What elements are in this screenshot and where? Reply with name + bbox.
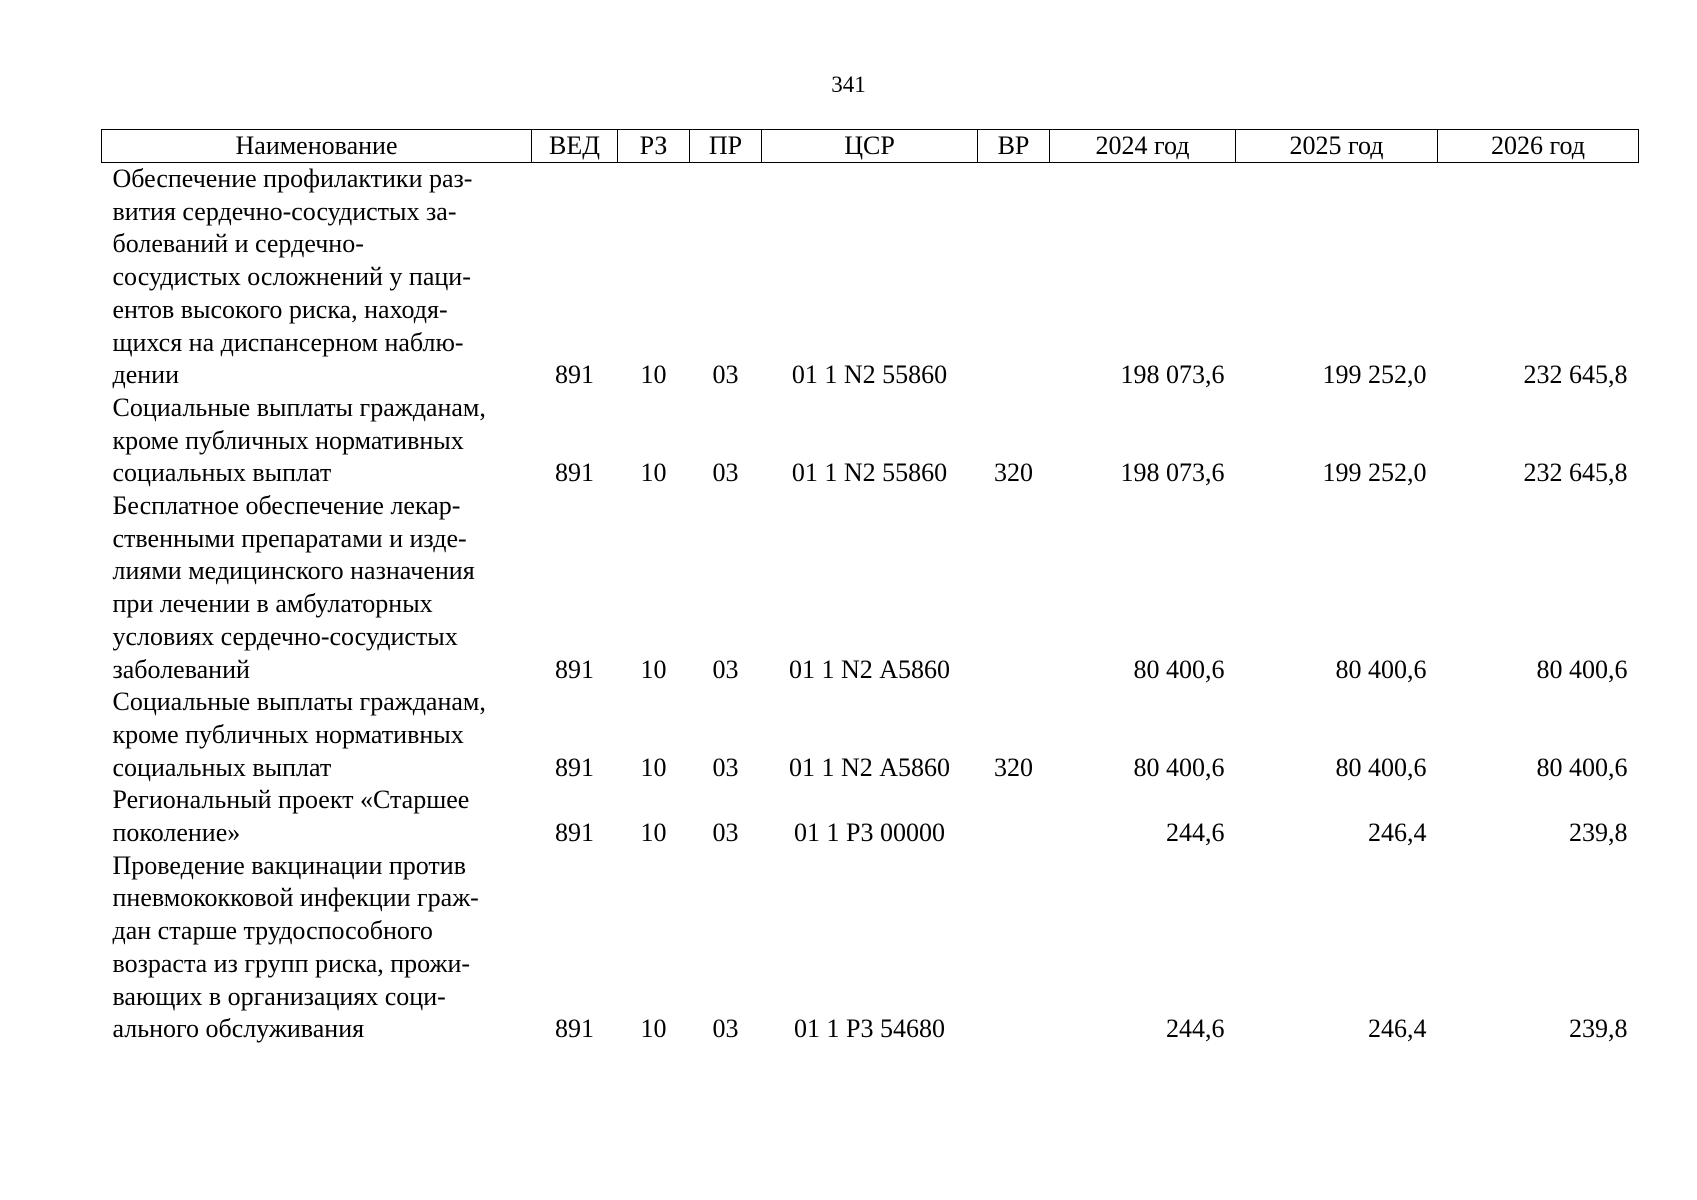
header-vr: ВР [978, 130, 1050, 163]
row-2026: 239,8 [1569, 1014, 1628, 1044]
row-name-line: ального обслуживания [112, 1014, 365, 1044]
row-2026: 232 645,8 [1523, 360, 1628, 390]
table-row [102, 850, 1639, 1046]
row-name-line: социальных выплат [112, 752, 332, 782]
header-pr: ПР [690, 130, 762, 163]
row-pr: 03 [712, 458, 739, 488]
row-csr: 01 1 Р3 00000 [794, 818, 945, 848]
row-vr [978, 850, 1050, 1046]
row-name-line: Социальные выплаты гражданам, [112, 687, 486, 717]
row-2025: 246,4 [1368, 1014, 1427, 1044]
row-name-line: ственными препаратами и изде- [112, 523, 467, 553]
row-name [102, 490, 532, 686]
row-pr: 03 [712, 654, 739, 684]
row-ved: 891 [555, 654, 594, 684]
table-header-row [102, 130, 1639, 163]
row-2024: 198 073,6 [1120, 360, 1225, 390]
row-rz: 10 [640, 818, 667, 848]
row-2025: 246,4 [1368, 818, 1427, 848]
row-2026: 239,8 [1569, 818, 1628, 848]
row-2024: 80 400,6 [1133, 752, 1225, 782]
row-2026: 232 645,8 [1523, 458, 1628, 488]
row-2025: 199 252,0 [1322, 458, 1427, 488]
table-row [102, 784, 1639, 849]
header-2024: 2024 год [1050, 130, 1236, 163]
row-2024: 244,6 [1166, 818, 1225, 848]
row-name-line: лиями медицинского назначения [112, 556, 475, 586]
budget-table [101, 129, 1639, 1046]
header-2025: 2025 год [1236, 130, 1438, 163]
row-2024: 80 400,6 [1133, 654, 1225, 684]
row-name-line: дан старше трудоспособного [112, 916, 433, 946]
row-pr: 03 [712, 360, 739, 390]
row-2024: 244,6 [1166, 1014, 1225, 1044]
row-ved: 891 [555, 818, 594, 848]
row-csr: 01 1 N2 А5860 [788, 654, 951, 684]
row-name-line: Социальные выплаты гражданам, [112, 392, 486, 422]
table-row [102, 686, 1639, 784]
row-name-line: при лечении в амбулаторных [112, 589, 433, 619]
header-name: Наименование [102, 130, 532, 163]
row-name-line: поколение» [112, 818, 241, 848]
row-name [102, 686, 532, 784]
row-name-line: дении [112, 360, 180, 390]
row-name-line: болеваний и сердечно- [112, 229, 364, 259]
row-name-line: возраста из групп риска, прожи- [112, 948, 471, 978]
row-name-line: социальных выплат [112, 458, 332, 488]
row-name-line: щихся на диспансерном наблю- [112, 327, 464, 357]
row-rz: 10 [640, 360, 667, 390]
row-2025: 80 400,6 [1335, 752, 1427, 782]
table-row [102, 490, 1639, 686]
row-vr [978, 784, 1050, 849]
row-name [102, 850, 532, 1046]
row-2026: 80 400,6 [1536, 752, 1628, 782]
row-pr: 03 [712, 752, 739, 782]
table-row [102, 392, 1639, 490]
row-name-line: пневмококковой инфекции граж- [112, 883, 479, 913]
row-name-line: условиях сердечно-сосудистых [112, 621, 458, 651]
row-pr: 03 [712, 1014, 739, 1044]
row-name-line: кроме публичных нормативных [112, 719, 464, 749]
row-ved: 891 [555, 1014, 594, 1044]
row-name-line: вающих в организациях соци- [112, 981, 446, 1011]
row-name-line: кроме публичных нормативных [112, 425, 464, 455]
row-vr: 320 [994, 752, 1033, 782]
row-name-line: ентов высокого риска, находя- [112, 294, 448, 324]
page-number: 341 [831, 72, 866, 97]
header-rz: РЗ [618, 130, 690, 163]
row-vr [978, 490, 1050, 686]
row-csr: 01 1 N2 А5860 [788, 752, 951, 782]
row-name [102, 163, 532, 392]
header-csr: ЦСР [762, 130, 978, 163]
row-vr [978, 163, 1050, 392]
row-name-line: Проведение вакцинации против [112, 850, 466, 880]
row-2025: 199 252,0 [1322, 360, 1427, 390]
row-csr: 01 1 N2 55860 [791, 360, 948, 390]
row-name [102, 784, 532, 849]
row-name-line: сосудистых осложнений у паци- [112, 262, 471, 292]
row-vr: 320 [994, 458, 1033, 488]
row-ved: 891 [555, 752, 594, 782]
row-rz: 10 [640, 1014, 667, 1044]
row-ved: 891 [555, 458, 594, 488]
row-csr: 01 1 Р3 54680 [794, 1014, 945, 1044]
row-2024: 198 073,6 [1120, 458, 1225, 488]
row-name-line: Региональный проект «Старшее [112, 785, 470, 815]
row-rz: 10 [640, 458, 667, 488]
row-rz: 10 [640, 654, 667, 684]
row-name-line: Обеспечение профилактики раз- [112, 164, 473, 193]
row-name [102, 392, 532, 490]
table-row [102, 163, 1639, 392]
row-csr: 01 1 N2 55860 [791, 458, 948, 488]
row-name-line: Бесплатное обеспечение лекар- [112, 491, 461, 521]
row-2026: 80 400,6 [1536, 654, 1628, 684]
row-ved: 891 [555, 360, 594, 390]
header-2026: 2026 год [1438, 130, 1639, 163]
row-name-line: заболеваний [112, 654, 250, 684]
row-rz: 10 [640, 752, 667, 782]
row-name-line: вития сердечно-сосудистых за- [112, 196, 457, 226]
row-pr: 03 [712, 818, 739, 848]
row-2025: 80 400,6 [1335, 654, 1427, 684]
header-ved: ВЕД [532, 130, 618, 163]
